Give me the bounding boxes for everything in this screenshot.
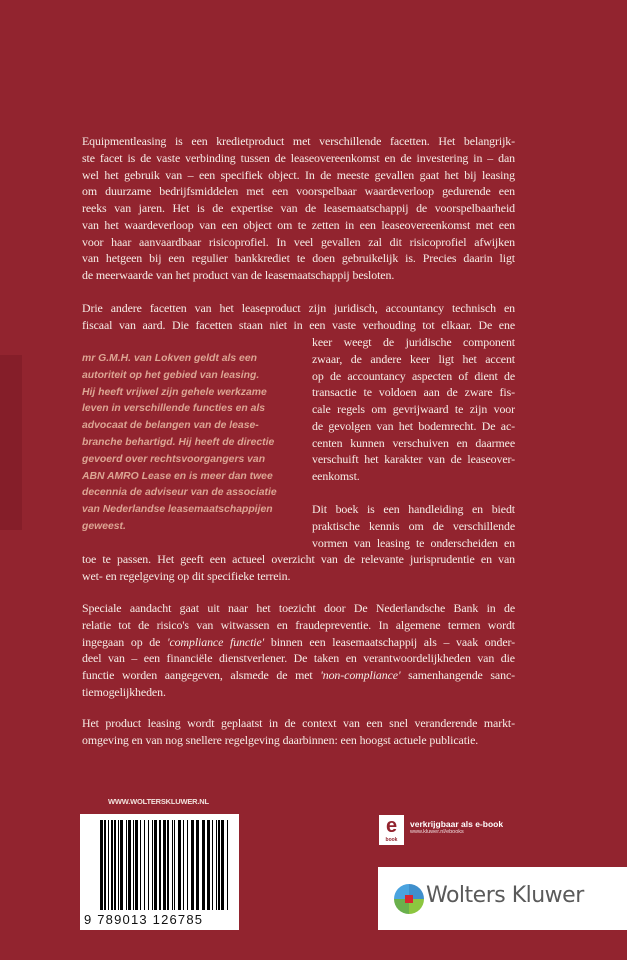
ebook-icon bbox=[379, 815, 404, 845]
paragraph-facets-cont bbox=[312, 334, 515, 485]
barcode-bar bbox=[154, 820, 157, 910]
text-line: Dit boek is een handleiding en biedt bbox=[312, 502, 515, 516]
text-line: leven in verschillende functies en als bbox=[82, 403, 266, 415]
barcode-bar bbox=[183, 820, 184, 910]
barcode-bar bbox=[100, 820, 103, 910]
barcode-bar bbox=[167, 820, 169, 910]
barcode-bar bbox=[152, 820, 153, 910]
barcode-bars bbox=[100, 820, 230, 910]
text-line: advocaat de belangen van de lease- bbox=[82, 420, 259, 432]
isbn-digits: 9 789013 126785 bbox=[84, 912, 204, 927]
text-line: verschuift het karakter van de leaseover- bbox=[312, 452, 515, 467]
globe-logo-icon bbox=[394, 884, 424, 914]
text-line: wel het gebruik van – een specifiek object. In de meeste gevallen gaat het bij leasing bbox=[82, 167, 515, 182]
ebook-label: verkrijgbaar als e-book bbox=[410, 819, 504, 829]
barcode-bar bbox=[126, 820, 127, 910]
text-line: centen kunnen verschuiven en daarmee bbox=[312, 435, 515, 450]
barcode-bar bbox=[111, 820, 113, 910]
author-bio bbox=[82, 351, 287, 536]
barcode-bar bbox=[120, 820, 123, 910]
barcode-bar bbox=[104, 820, 106, 910]
text-line: keer weegt de juridische component bbox=[312, 335, 515, 349]
text-line: geweest. bbox=[82, 520, 126, 532]
text-line: eenkomst. bbox=[312, 469, 360, 483]
text-line: zwaar, de andere keer ligt het accent bbox=[312, 351, 515, 366]
text-line: ingegaan op de 'compliance functie' binnen een leasemaatschappij als – vaak onder- bbox=[82, 634, 515, 649]
barcode-bar bbox=[212, 820, 213, 910]
text-line: voor haar aanvaardbaar risicoprofiel. In veel gevallen zal dit risicoprofiel afwijken bbox=[82, 234, 515, 249]
text-line: van hetgeen bij een regulier bankkrediet te doen gebruikelijk is. Precies daarin ligt bbox=[82, 251, 515, 266]
text-line: Equipmentleasing is een kredietproduct met verschillende facetten. Het belangrijk- bbox=[82, 134, 515, 148]
barcode-bar bbox=[196, 820, 199, 910]
barcode-bar bbox=[140, 820, 141, 910]
barcode-bar bbox=[178, 820, 181, 910]
barcode-bar bbox=[202, 820, 205, 910]
text-line: functie worden aangegeven, alsmede de met 'non-compliance' samenhangende sanc- bbox=[82, 668, 515, 682]
barcode-bar bbox=[221, 820, 224, 910]
paragraph-context bbox=[82, 715, 515, 749]
ebook-badge-sub: book bbox=[385, 837, 398, 843]
text-line: Drie andere facetten van het leaseproduct zijn juridisch, accountancy technisch en bbox=[82, 301, 515, 315]
text-line: op de accountancy aspecten of dient de bbox=[312, 368, 515, 383]
text-line: vormen van leasing te onderscheiden en bbox=[312, 535, 515, 550]
text-line: omgeving en van nog snellere regelgeving daarbinnen: een hoogst actuele publicatie. bbox=[82, 732, 479, 747]
text-line: ABN AMRO Lease en is meer dan twee bbox=[82, 470, 273, 482]
barcode-bar bbox=[159, 820, 161, 910]
text-line: toe te passen. Het geeft een actueel overzicht van de relevante jurisprudentie en van bbox=[82, 552, 515, 566]
barcode-bar bbox=[227, 820, 228, 910]
text-line: cale regels om gevrijwaard te zijn voor bbox=[312, 402, 515, 416]
text-line: wet- en regelgeving op dit specifieke terrein. bbox=[82, 568, 291, 583]
barcode-bar bbox=[133, 820, 134, 910]
text-line: tiemogelijkheden. bbox=[82, 684, 166, 699]
barcode-bar bbox=[163, 820, 166, 910]
paragraph-handbook-cont bbox=[82, 551, 515, 585]
text-line: de gevolgen van het bodemrecht. De ac- bbox=[312, 418, 515, 433]
barcode-bar bbox=[108, 820, 109, 910]
isbn-barcode bbox=[80, 814, 239, 930]
barcode-bar bbox=[114, 820, 116, 910]
barcode-bar bbox=[174, 820, 175, 910]
barcode-bar bbox=[144, 820, 145, 910]
text-line: fiscaal van aard. Die facetten staan niet in een vaste verhouding tot elkaar. De ene bbox=[82, 317, 515, 332]
ebook-badge-letter: e bbox=[385, 815, 398, 837]
text-line: van Nederlandse leasemaatschappijen bbox=[82, 504, 273, 516]
barcode-bar bbox=[172, 820, 173, 910]
text-line: ste facet is de vaste verbinding tussen de leaseovereenkomst en de investering in – dan bbox=[82, 150, 515, 165]
text-line: mr G.M.H. van Lokven geldt als een bbox=[82, 353, 257, 364]
barcode-bar bbox=[118, 820, 119, 910]
paragraph-compliance bbox=[82, 600, 515, 701]
text-line: transactie te voldoen aan de zware fis- bbox=[312, 385, 515, 400]
barcode-bar bbox=[128, 820, 131, 910]
text-line: autoriteit op het gebied van leasing. bbox=[82, 369, 260, 381]
publisher-logo bbox=[378, 867, 627, 930]
barcode-bar bbox=[135, 820, 138, 910]
text-line: gevoerd over rechtsvoorgangers van bbox=[82, 453, 266, 465]
ebook-availability bbox=[410, 819, 503, 835]
text-line: branche behartigd. Hij heeft de directie bbox=[82, 436, 275, 448]
barcode-bar bbox=[191, 820, 194, 910]
spine-strip bbox=[0, 355, 22, 530]
barcode-bar bbox=[207, 820, 210, 910]
paragraph-intro bbox=[82, 133, 515, 284]
text-line: Hij heeft vrijwel zijn gehele werkzame bbox=[82, 386, 267, 398]
text-line: Het product leasing wordt geplaatst in de context van een snel veranderende markt- bbox=[82, 716, 515, 730]
text-line: de meerwaarde van het product van de leasemaatschappij besloten. bbox=[82, 268, 395, 282]
text-line: praktische kennis om de verschillende bbox=[312, 518, 515, 533]
text-line: Speciale aandacht gaat uit naar het toezicht door De Nederlandsche Bank in de bbox=[82, 601, 515, 615]
website-url: WWW.WOLTERSKLUWER.NL bbox=[108, 797, 209, 806]
text-line: reeks van jaren. Het is de expertise van de leasemaatschappij de voorspelbaarheid bbox=[82, 201, 515, 215]
barcode-bar bbox=[216, 820, 217, 910]
text-line: om duurzame bedrijfsmiddelen met een voorspelbaar waardeverloop gedurende een bbox=[82, 184, 515, 199]
paragraph-facets bbox=[82, 300, 515, 334]
text-line: decennia de adviseur van de associatie bbox=[82, 487, 277, 499]
text-line: deel van – een financiële dienstverlener. De taken en verantwoordelijkheden van die bbox=[82, 651, 515, 666]
paragraph-handbook bbox=[312, 501, 515, 551]
text-line: van het waardeverloop van een object om te zetten in een leaseovereenkomst met een bbox=[82, 217, 515, 232]
ebook-url: www.kluwer.nl/ebooks bbox=[410, 829, 464, 835]
barcode-bar bbox=[218, 820, 220, 910]
text-line: relatie tot de risico's van witwassen en fraudepreventie. In algemene termen wordt bbox=[82, 617, 515, 632]
publisher-name: Wolters Kluwer bbox=[426, 883, 584, 908]
barcode-bar bbox=[148, 820, 149, 910]
barcode-bar bbox=[187, 820, 188, 910]
